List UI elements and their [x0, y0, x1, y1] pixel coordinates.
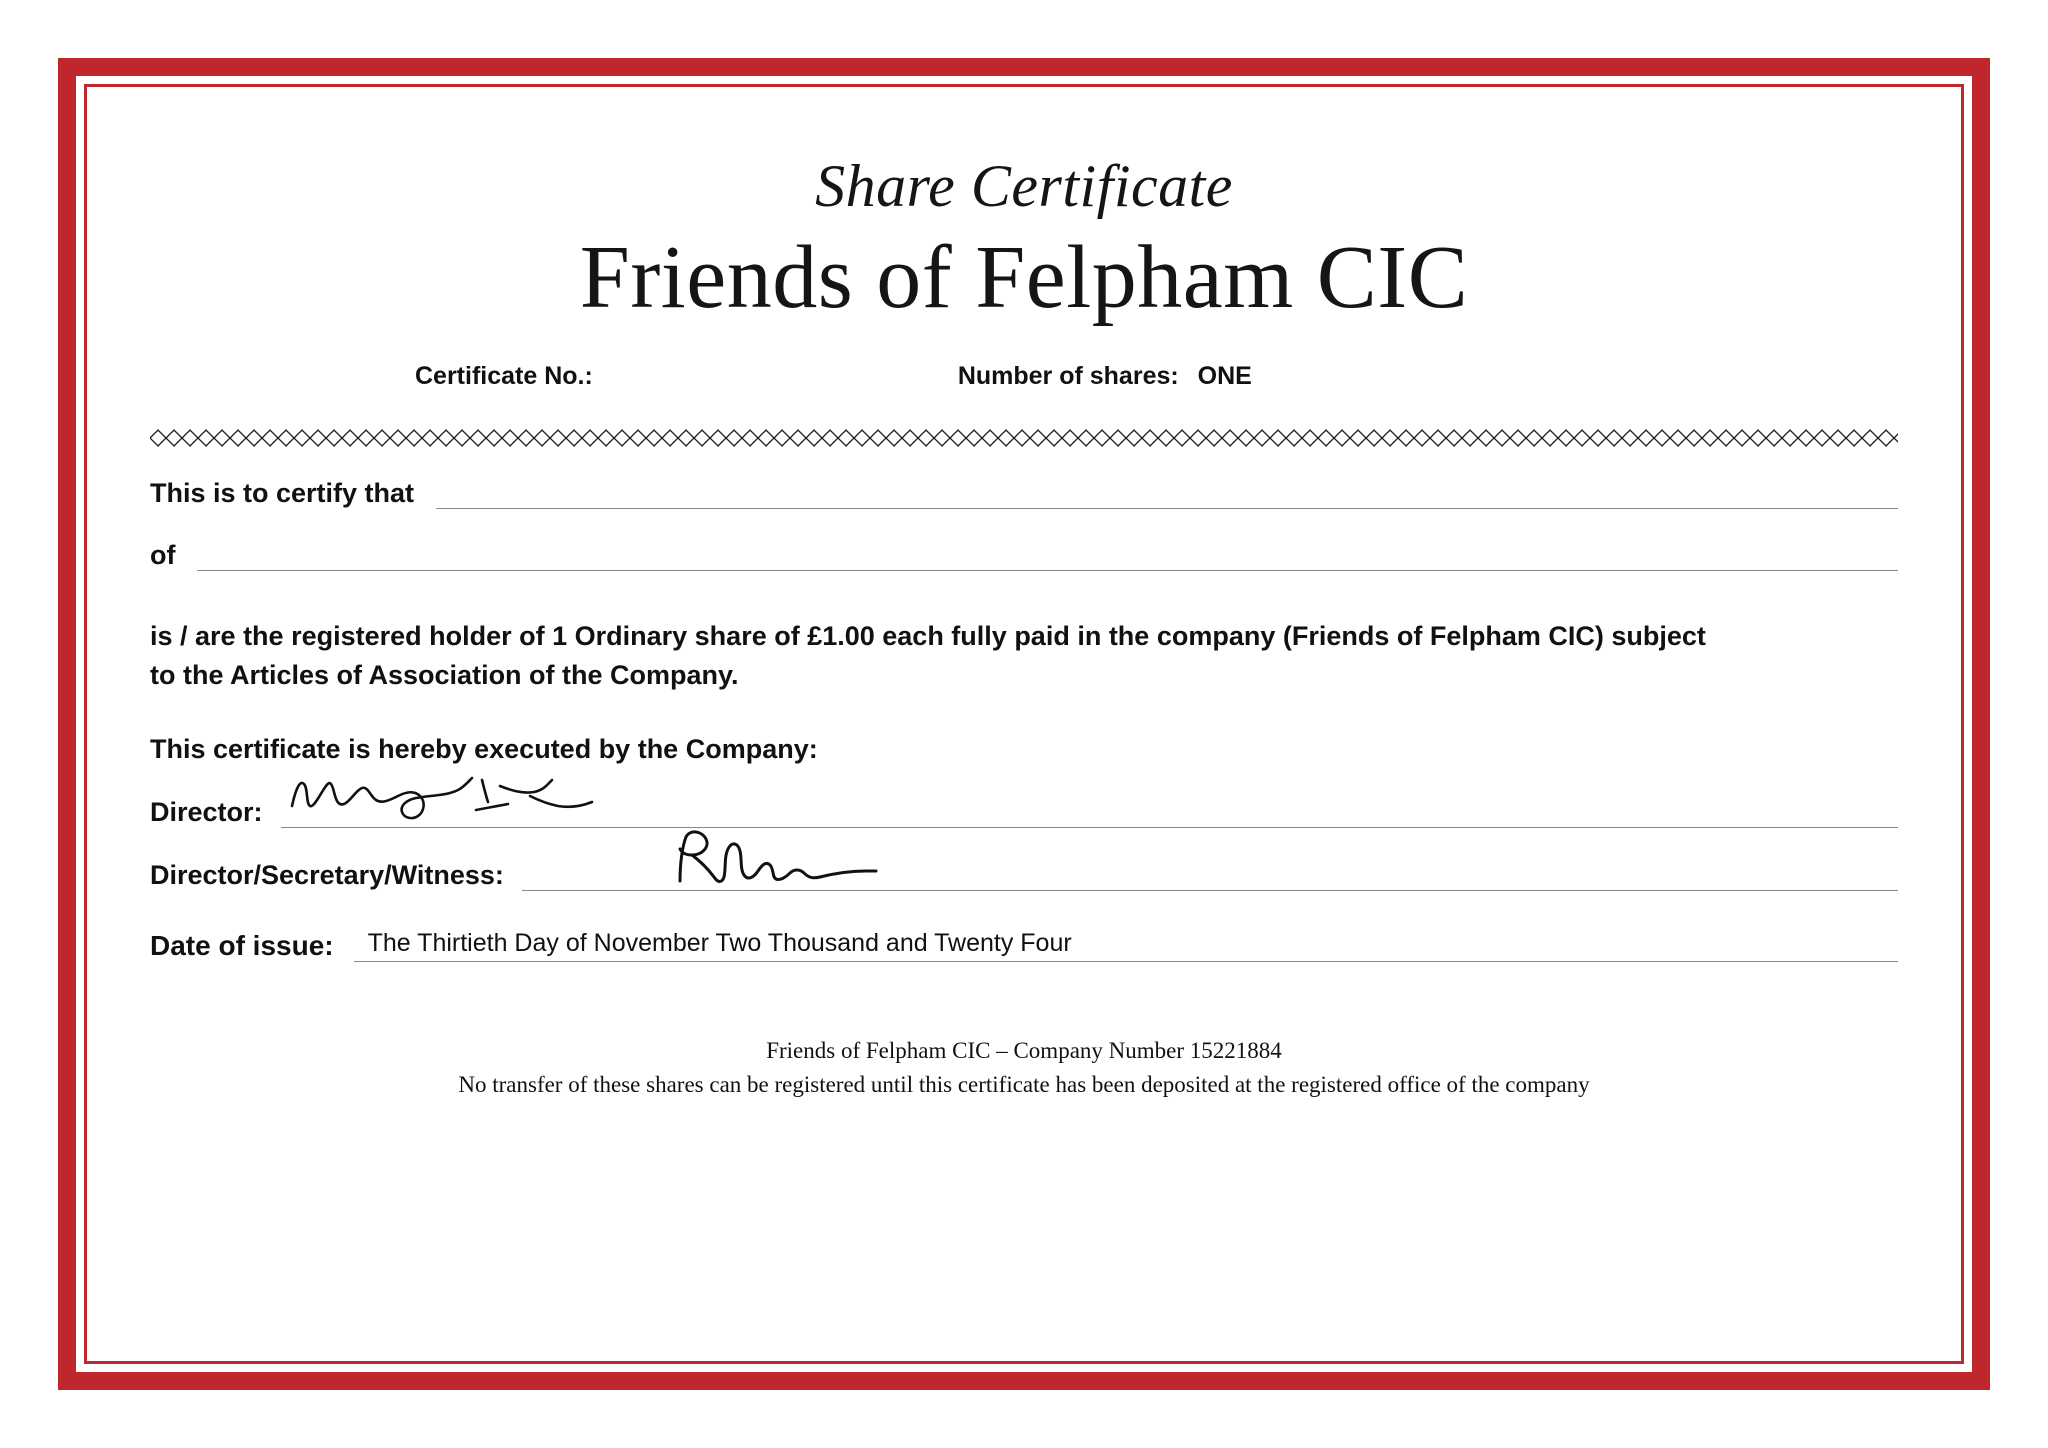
certify-label: This is to certify that	[150, 477, 415, 508]
footer-block	[150, 1034, 1898, 1103]
certificate-number-group	[415, 362, 593, 391]
holder-paragraph: is / are the registered holder of 1 Ordinary share of £1.00 each fully paid in the company (Friends of Felpham CIC) subject to the Articles of Association of the Company.	[150, 621, 1706, 690]
witness-signature-line[interactable]	[522, 856, 1898, 891]
footer-company-line: Friends of Felpham CIC – Company Number 15221884	[766, 1037, 1282, 1063]
signature-witness-icon	[662, 827, 942, 896]
diamond-divider	[150, 429, 1898, 447]
company-name-title: Friends of Felpham CIC	[579, 228, 1469, 327]
executed-statement: This certificate is hereby executed by the Company:	[150, 733, 818, 764]
number-of-shares-value: ONE	[1197, 361, 1252, 390]
date-of-issue-value: The Thirtieth Day of November Two Thousand and Twenty Four	[367, 928, 1072, 957]
signature-michael-icon	[286, 766, 616, 831]
director-signature-line[interactable]	[281, 793, 1898, 828]
of-label: of	[150, 539, 176, 570]
of-row	[150, 539, 1898, 571]
witness-label: Director/Secretary/Witness:	[150, 859, 504, 890]
date-of-issue-row	[150, 927, 1898, 962]
date-of-issue-label: Date of issue:	[150, 929, 334, 961]
number-of-shares-label: Number of shares:	[957, 361, 1179, 390]
date-of-issue-line[interactable]	[354, 927, 1898, 962]
certificate-number-label: Certificate No.:	[415, 361, 593, 390]
certificate-subtitle: Share Certificate	[815, 153, 1233, 219]
director-label: Director:	[150, 796, 263, 827]
certify-row	[150, 477, 1898, 509]
witness-signature-row	[150, 856, 1898, 891]
footer-transfer-note: No transfer of these shares can be registered until this certificate has been deposited at the registered office of the company	[458, 1072, 1590, 1098]
number-of-shares-group	[958, 362, 1252, 391]
certificate-meta-row	[150, 362, 1898, 391]
director-signature-row	[150, 793, 1898, 828]
certificate-content	[150, 110, 1898, 1338]
certify-input-line[interactable]	[436, 478, 1898, 509]
of-input-line[interactable]	[197, 540, 1898, 571]
